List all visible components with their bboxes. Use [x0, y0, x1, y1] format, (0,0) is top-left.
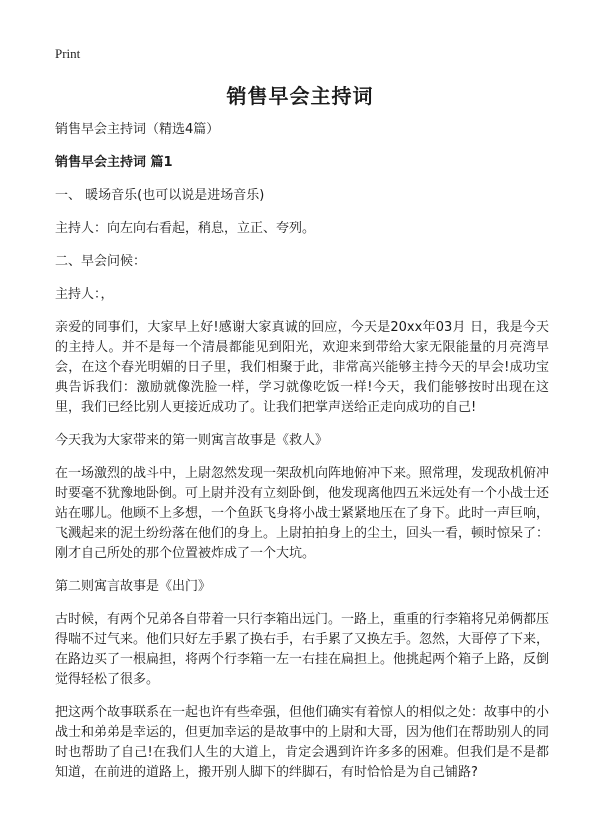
paragraph-opening-speech: 亲爱的同事们，大家早上好!感谢大家真诚的回应，今天是20xx年03月 日，我是今天的主持人。并不是每一个清晨都能见到阳光，欢迎来到带给大家无限能量的月亮湾早会，在这个春光明媚的日子里，我们相聚于此，非常高兴能够主持今天的早会!成功宝典告诉我们：激励就像洗脸一样，学习就像吃饭一样!今天，我们能够按时出现在这里，我们已经比别人更接近成功了。让我们把掌声送给正走向成功的自己! — [55, 320, 549, 415]
paragraph-host-label: 主持人：， — [55, 287, 114, 302]
paragraph-conclusion: 把这两个故事联系在一起也许有些牵强，但他们确实有着惊人的相似之处：故事中的小战士和弟弟是幸运的，但更加幸运的是故事中的上尉和大哥，因为他们在帮助别人的同时也帮助了自己!在我们人生的大道上，肯定会遇到许许多多的困难。但我们是不是都知道，在前进的道路上，搬开别人脚下的绊脚石，有时恰恰是为自己铺路? — [55, 705, 550, 780]
paragraph-host-instruction: 主持人：向左向右看起，稍息，立正、夸列。 — [55, 221, 316, 236]
paragraph-greeting-heading: 二、早会问候： — [55, 254, 147, 269]
paragraph-story2-intro: 第二则寓言故事是《出门》 — [55, 579, 212, 594]
document-subtitle: 销售早会主持词（精选4篇） — [55, 122, 220, 137]
paragraph-story2: 古时候，有两个兄弟各自带着一只行李箱出远门。一路上，重重的行李箱将兄弟俩都压得喘不过气来。他们只好左手累了换右手，右手累了又换左手。忽然，大哥停了下来，在路边买了一根扁担，将两个行李箱一左一右挂在扁担上。他挑起两个箱子上路，反倒觉得轻松了很多。 — [55, 612, 550, 687]
print-link[interactable]: Print — [55, 46, 81, 61]
paragraph-story1-intro: 今天我为大家带来的第一则寓言故事是《救人》 — [55, 433, 329, 448]
paragraph-warmup-music: 一、 暖场音乐(也可以说是进场音乐) — [55, 188, 265, 203]
page-title: 销售早会主持词 — [226, 84, 374, 108]
document-body — [55, 120, 549, 783]
paragraph-story1: 在一场激烈的战斗中，上尉忽然发现一架敌机向阵地俯冲下来。照常理，发现敌机俯冲时要毫不犹豫地卧倒。可上尉并没有立刻卧倒，他发现离他四五米远处有一个小战士还站在哪儿。他顾不上多想，一个鱼跃飞身将小战士紧紧地压在了身下。此时一声巨响，飞溅起来的泥土纷纷落在他们的身上。上尉拍拍身上的尘土，回头一看，顿时惊呆了：刚才自己所处的那个位置被炸成了一个大坑。 — [55, 466, 550, 561]
section-heading: 销售早会主持词 篇1 — [55, 155, 173, 170]
